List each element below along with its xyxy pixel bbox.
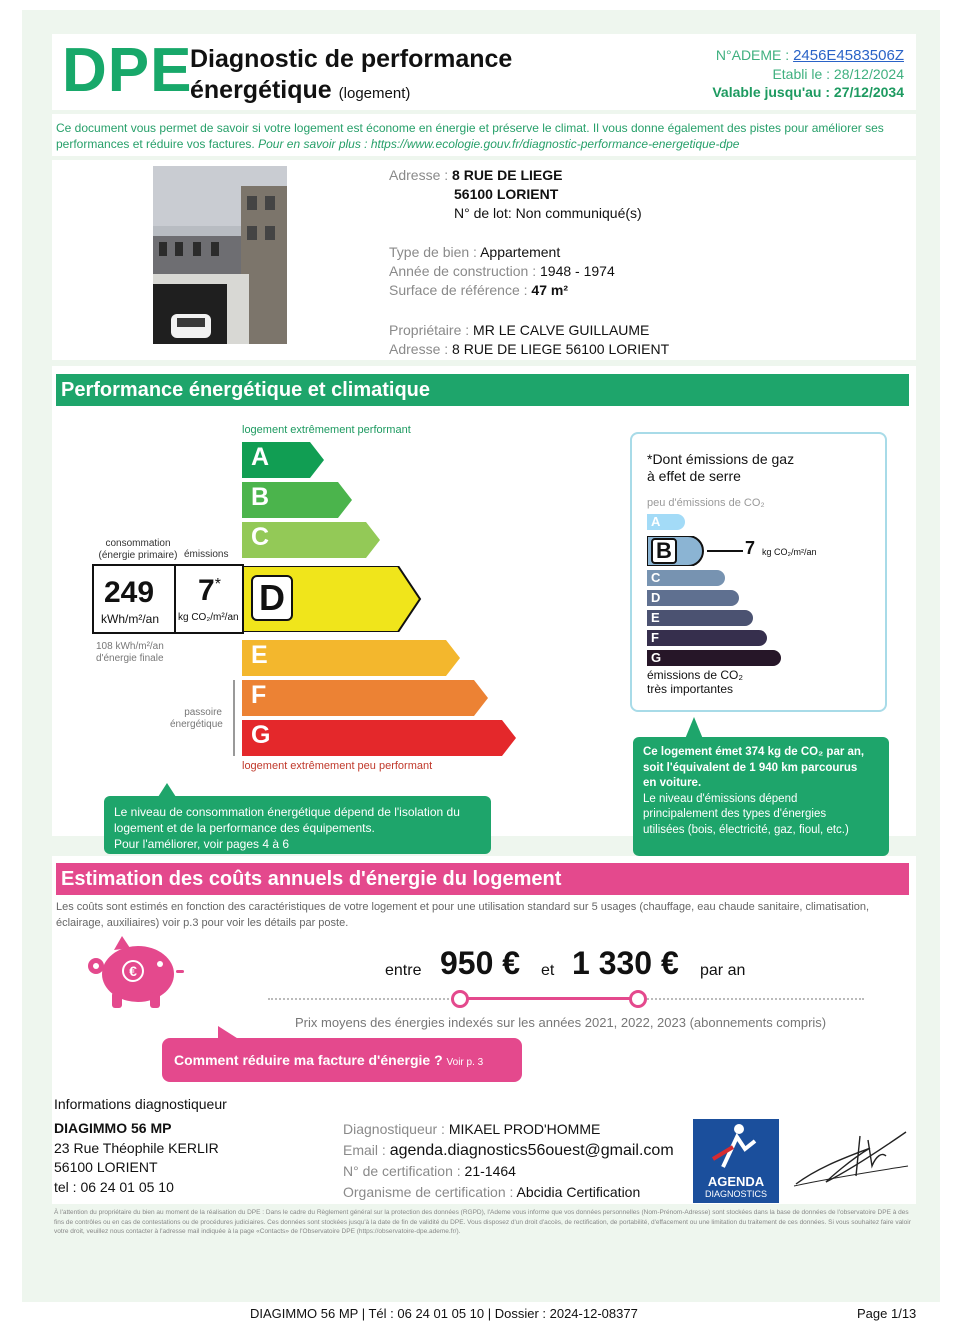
costs-heading: Estimation des coûts annuels d'énergie du logement: [56, 863, 909, 895]
ges-class-letter: B: [651, 538, 677, 564]
ges-title: *Dont émissions de gaz à effet de serre: [647, 451, 795, 484]
cost-and-label: et: [541, 962, 555, 979]
consumption-unit: kWh/m²/an: [101, 612, 160, 626]
footer-page-number: Page 1/13: [857, 1306, 917, 1321]
consumption-callout-pointer: [158, 783, 176, 797]
certification-number: 21-1464: [464, 1163, 516, 1179]
ges-class-letter: D: [651, 590, 661, 605]
diagnostician-email[interactable]: agenda.diagnostics56ouest@gmail.com: [389, 1141, 674, 1159]
title-line-1: Diagnostic de performance: [190, 45, 513, 73]
title-line-2: énergétique (logement): [190, 76, 411, 104]
ademe-number-line: N°ADEME : 2456E4583506Z: [715, 47, 904, 64]
cost-range-max-handle: [629, 990, 647, 1008]
owner-block: Propriétaire : MR LE CALVE GUILLAUME Adresse : 8 RUE DE LIEGE 56100 LORIENT: [389, 322, 670, 357]
more-info-link[interactable]: Pour en savoir plus : https://www.ecologie.gouv.fr/diagnostic-performance-energetique-dpe: [258, 137, 740, 151]
energy-class-letter: C: [251, 523, 270, 551]
agenda-diagnostics-logo: AGENDA DIAGNOSTICS: [693, 1119, 779, 1203]
valid-until-date: Valable jusqu'au : 27/12/2034: [712, 84, 904, 100]
performance-heading: Performance énergétique et climatique: [56, 374, 909, 406]
energy-class-letter: G: [251, 721, 271, 749]
ges-callout: Ce logement émet 374 kg de CO₂ par an, soit l'équivalent de 1 940 km parcourus en voiture. Le niveau d'émissions dépend principalement des types d'énergies utilisées (bois, électricité, gaz, fioul, etc.): [633, 737, 889, 856]
cost-between-label: entre: [385, 962, 422, 979]
box-divider: [174, 566, 176, 632]
top-performance-label: logement extrêmement performant: [242, 424, 411, 436]
cost-max: 1 330 €: [572, 945, 679, 981]
ges-class-letter: C: [651, 570, 661, 585]
ges-class-letter: A: [651, 514, 661, 529]
owner-address: 8 RUE DE LIEGE 56100 LORIENT: [452, 341, 670, 357]
diagnostician-heading: Informations diagnostiqueur: [54, 1096, 227, 1112]
energy-class-c: [242, 522, 382, 558]
cost-range-fill: [460, 997, 638, 1000]
reference-surface: 47 m²: [531, 282, 568, 298]
ademe-number-link[interactable]: 2456E4583506Z: [793, 47, 904, 64]
emissions-unit: kg CO₂/m²/an: [178, 612, 239, 623]
diagnostician-company-block: [54, 1119, 219, 1197]
energy-class-g: [242, 720, 518, 756]
ges-class-d: [647, 590, 741, 606]
consumption-label: consommation (énergie primaire): [98, 538, 178, 561]
consumption-callout: Le niveau de consommation énergétique dépend de l'isolation du logement et de la performance des équipements. Pour l'améliorer, voir pages 4 à 6: [104, 796, 491, 854]
prices-note: Prix moyens des énergies indexés sur les années 2021, 2022, 2023 (abonnements compris): [295, 1015, 827, 1030]
energy-class-d: [242, 566, 422, 632]
ges-class-f: [647, 630, 769, 646]
address-block: Adresse : 8 RUE DE LIEGE 56100 LORIENT N° de lot: Non communiqué(s): [389, 167, 642, 221]
signature: [790, 1126, 910, 1196]
certification-org: Abcidia Certification: [516, 1183, 641, 1200]
ges-class-b: [647, 536, 705, 566]
diagnostician-name: MIKAEL PROD'HOMME: [448, 1121, 601, 1137]
cost-per-year: par an: [700, 962, 746, 979]
bottom-performance-label: logement extrêmement peu performant: [242, 760, 433, 772]
consumption-value: 249: [104, 576, 155, 609]
construction-year: 1948 - 1974: [540, 263, 615, 279]
address-line-1: 8 RUE DE LIEGE: [452, 167, 563, 183]
ges-class-letter: G: [651, 650, 662, 665]
cost-min: 950 €: [440, 945, 521, 981]
ges-value: 7: [745, 538, 756, 558]
address-line-2: 56100 LORIENT: [454, 186, 559, 202]
property-type: Appartement: [480, 244, 561, 260]
property-details: Type de bien : Appartement Année de construction : 1948 - 1974 Surface de référence : 47 m²: [389, 244, 615, 298]
intro-text: Ce document vous permet de savoir si votre logement est économe en énergie et préserve le climat. Il vous donne également des pistes pour améliorer ses performances et réduire vos factures. Pour en savoir plus : https://www.ecologie.gouv.fr/diagnostic-performance-energetique-dpe: [56, 121, 884, 151]
ges-top-label: peu d'émissions de CO₂: [647, 497, 765, 509]
document-title: [190, 44, 512, 109]
passoire-bracket: [233, 680, 235, 756]
legal-notice: À l'attention du propriétaire du bien au moment de la réalisation du DPE : Dans le cadre du Règlement général sur la protection des données (RGPD), l'Ademe vous informe que vos données personnelles (Nom-Prénom-Adresse) sont stockées dans la base de données de l'observatoire DPE à des fins de contrôles ou en cas de contestations ou de procédures judiciaires. Ces données sont stockées jusqu'à la date de fin de validité du DPE. Vous disposez d'un droit d'accès, de rectification, de portabilité, d'effacement ou une limitation du traitement de ces données. Si vous souhaitez faire valoir votre droit, veuillez nous contacter à l'adresse mail indiquée à la page «Contacts» de l'Observatoire DPE (https://observatoire-dpe.ademe.fr/).: [54, 1209, 911, 1235]
energy-class-letter: D: [251, 575, 293, 621]
energy-class-letter: F: [251, 681, 267, 709]
energy-class-f: [242, 680, 490, 716]
owner-name: MR LE CALVE GUILLAUME: [473, 322, 650, 338]
ges-class-letter: E: [651, 610, 660, 625]
ges-class-c: [647, 570, 727, 586]
company-name: DIAGIMMO 56 MP: [54, 1120, 172, 1136]
costs-description: Les coûts sont estimés en fonction des caractéristiques de votre logement et pour une utilisation standard sur 5 usages (chauffage, eau chaude sanitaire, climatisation, éclairage, auxiliaires) voir p.3 pour voir les détails par poste.: [56, 901, 870, 929]
ges-class-letter: F: [651, 630, 659, 645]
emissions-label: émissions: [184, 549, 229, 560]
ges-class-g: [647, 650, 783, 666]
company-city: 56100 LORIENT: [54, 1159, 158, 1175]
energy-class-b: [242, 482, 354, 518]
footer-center: DIAGIMMO 56 MP | Tél : 06 24 01 05 10 | Dossier : 2024-12-08377: [250, 1306, 638, 1321]
ges-callout-pointer: [685, 717, 703, 739]
passoire-label: passoire énergétique: [170, 707, 223, 730]
ges-unit: kg CO₂/m²/an: [762, 547, 817, 557]
established-date: Etabli le : 28/12/2024: [772, 66, 904, 82]
energy-class-letter: E: [251, 641, 268, 669]
energy-class-e: [242, 640, 462, 676]
ges-bottom-label: émissions de CO₂ très importantes: [647, 668, 744, 696]
ges-class-a: [647, 514, 687, 530]
ges-class-e: [647, 610, 755, 626]
ademe-info: [712, 46, 904, 101]
company-street: 23 Rue Théophile KERLIR: [54, 1139, 219, 1156]
property-photo: [153, 166, 287, 344]
ges-card: [630, 432, 887, 712]
cost-range-min-handle: [451, 990, 469, 1008]
diagnostician-details: Diagnostiqueur : MIKAEL PROD'HOMME Email : agenda.diagnostics56ouest@gmail.com N° de certification : 21-1464 Organisme de certification : Abcidia Certification: [343, 1121, 674, 1200]
emissions-value: 7*: [198, 574, 221, 607]
energy-class-letter: A: [251, 443, 270, 471]
piggy-bank-icon: [84, 936, 184, 1012]
dpe-logo: DPE: [62, 36, 193, 105]
ges-pointer-line: [707, 550, 743, 552]
final-energy-label: 108 kWh/m²/an d'énergie finale: [96, 641, 164, 664]
company-phone: tel : 06 24 01 05 10: [54, 1178, 174, 1195]
energy-class-a: [242, 442, 326, 478]
lot-number: N° de lot: Non communiqué(s): [454, 205, 642, 221]
reduce-bill-button[interactable]: Comment réduire ma facture d'énergie ? Voir p. 3: [162, 1038, 522, 1082]
energy-class-letter: B: [251, 483, 270, 511]
euro-symbol: €: [122, 960, 144, 982]
consumption-emissions-box: [92, 564, 244, 634]
